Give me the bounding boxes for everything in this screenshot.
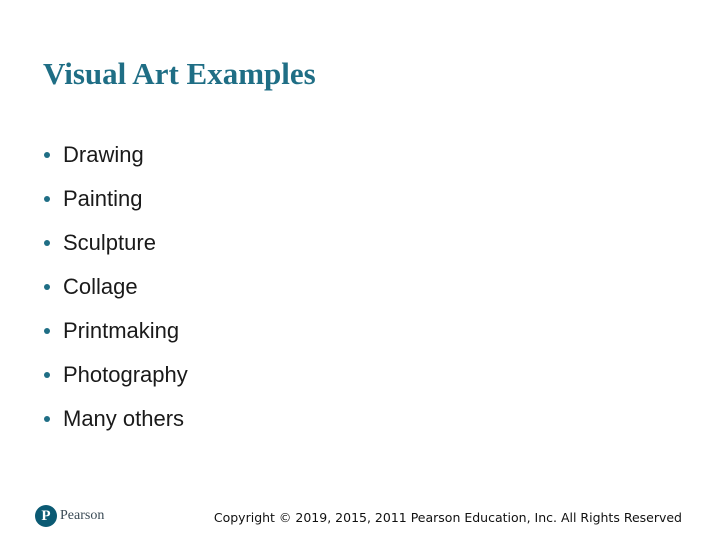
slide-title: Visual Art Examples xyxy=(43,56,316,91)
bullet-dot-icon xyxy=(44,284,50,290)
bullet-text: Printmaking xyxy=(63,318,180,343)
bullet-dot-icon xyxy=(44,152,50,158)
bullet-dot-icon xyxy=(44,328,50,334)
bullet-text: Collage xyxy=(63,274,138,299)
bullet-text: Photography xyxy=(63,362,188,387)
pearson-logo-icon: P xyxy=(35,505,57,527)
bullet-dot-icon xyxy=(44,372,50,378)
copyright-notice: Copyright © 2019, 2015, 2011 Pearson Education, Inc. All Rights Reserved xyxy=(213,510,682,525)
bullet-item-sculpture xyxy=(44,221,188,265)
bullet-item-drawing xyxy=(44,133,188,177)
pearson-logo-text: Pearson xyxy=(60,508,105,523)
bullet-text: Painting xyxy=(63,186,143,211)
bullet-text: Many others xyxy=(63,406,185,431)
bullet-item-printmaking xyxy=(44,309,188,353)
bullet-item-photography xyxy=(44,353,188,397)
bullet-item-painting xyxy=(44,177,188,221)
bullet-dot-icon xyxy=(44,196,50,202)
bullet-list xyxy=(44,133,188,441)
bullet-text: Sculpture xyxy=(63,230,156,255)
pearson-logo xyxy=(35,505,104,527)
bullet-dot-icon xyxy=(44,240,50,246)
bullet-item-collage xyxy=(44,265,188,309)
bullet-text: Drawing xyxy=(63,142,144,167)
bullet-item-many-others xyxy=(44,397,188,441)
bullet-dot-icon xyxy=(44,416,50,422)
